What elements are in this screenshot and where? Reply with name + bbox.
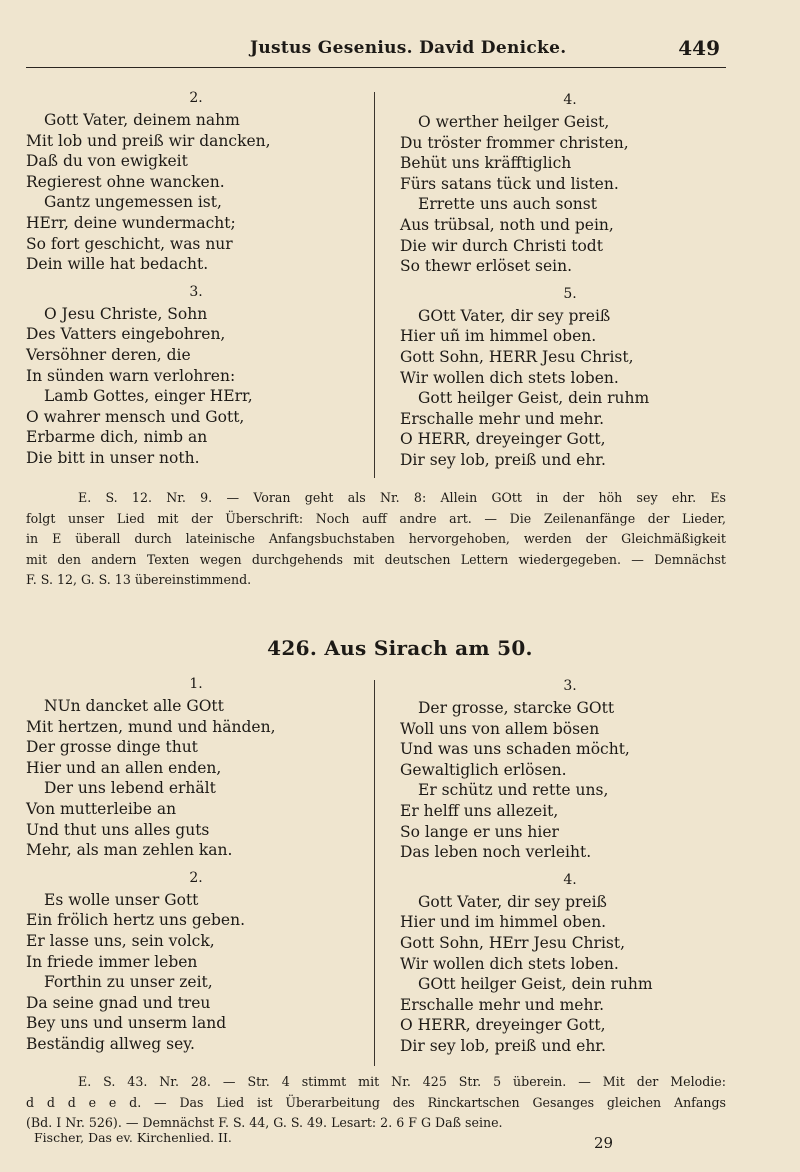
header-rule bbox=[26, 67, 726, 68]
verse-line: Ein frölich hertz uns geben. bbox=[26, 911, 245, 930]
verse-line: Du tröster frommer christen, bbox=[400, 133, 629, 152]
verse-line: Wir wollen dich stets loben. bbox=[400, 368, 619, 387]
verse-line: Versöhner deren, die bbox=[26, 345, 191, 364]
verse-line: Da seine gnad und treu bbox=[26, 993, 211, 1012]
column-divider bbox=[374, 92, 375, 478]
verse-line: Es wolle unser Gott bbox=[44, 890, 199, 909]
stanza bbox=[26, 868, 366, 1055]
sheet-signature: Fischer, Das ev. Kirchenlied. II. bbox=[34, 1130, 232, 1145]
verse-line: In sünden warn verlohren: bbox=[26, 366, 236, 385]
verse-line: Beständig allweg sey. bbox=[26, 1034, 195, 1053]
verse-line: GOtt heilger Geist, dein ruhm bbox=[418, 975, 653, 994]
verse-line: O HERR, dreyeinger Gott, bbox=[400, 430, 606, 449]
verse-line: Erschalle mehr und mehr. bbox=[400, 995, 605, 1014]
verse-line: Gott Vater, dir sey preiß bbox=[418, 892, 607, 911]
verse-line: Bey uns und unserm land bbox=[26, 1014, 227, 1033]
stanza-number: 5. bbox=[563, 285, 577, 302]
editorial-note bbox=[26, 488, 726, 591]
verse-line: Der uns lebend erhält bbox=[44, 779, 216, 798]
verse-line: O wahrer mensch und Gott, bbox=[26, 407, 245, 426]
stanza bbox=[26, 282, 366, 469]
verse-line: Der grosse dinge thut bbox=[26, 738, 198, 757]
verse-line: Daß du von ewigkeit bbox=[26, 152, 188, 171]
verse-line: Forthin zu unser zeit, bbox=[44, 973, 213, 992]
verse-line: Erschalle mehr und mehr. bbox=[400, 409, 605, 428]
page-number: 449 bbox=[678, 36, 720, 60]
verse-line: Wir wollen dich stets loben. bbox=[400, 954, 619, 973]
verse-line: Gott heilger Geist, dein ruhm bbox=[418, 389, 650, 408]
verse-line: O werther heilger Geist, bbox=[418, 113, 610, 131]
stanza-number: 1. bbox=[189, 676, 203, 692]
stanza-number: 3. bbox=[563, 678, 577, 694]
verse-line: Hier uñ im himmel oben. bbox=[400, 327, 597, 346]
verse-line: O HERR, dreyeinger Gott, bbox=[400, 1016, 606, 1035]
verse-line: Woll uns von allem bösen bbox=[400, 719, 600, 738]
page-header bbox=[0, 34, 800, 64]
verse-line: Der grosse, starcke GOtt bbox=[418, 699, 615, 717]
verse-line: Errette uns auch sonst bbox=[418, 195, 597, 214]
verse-line: So fort geschicht, was nur bbox=[26, 234, 233, 253]
verse-line: Behüt uns kräfftiglich bbox=[400, 154, 572, 173]
verse-line: So thewr erlöset sein. bbox=[400, 257, 573, 276]
verse-line: Mit hertzen, mund und händen, bbox=[26, 717, 276, 736]
note-line: d d d e e d. — Das Lied ist Überarbeitung des Rinckartschen Gesanges gleichen Anfangs bbox=[26, 1094, 726, 1110]
verse-line: Des Vatters eingebohren, bbox=[26, 325, 226, 344]
stanza bbox=[400, 870, 740, 1057]
note-line: mit den andern Texten wegen durchgehends mit deutschen Lettern wiedergegeben. — Demnächst bbox=[26, 551, 726, 567]
verse-line: Mit lob und preiß wir dancken, bbox=[26, 131, 271, 150]
verse-line: HErr, deine wundermacht; bbox=[26, 213, 236, 232]
stanza-number: 4. bbox=[563, 871, 577, 888]
verse-line: NUn dancket alle GOtt bbox=[44, 697, 224, 715]
verse-line: O Jesu Christe, Sohn bbox=[44, 304, 208, 323]
stanza-number: 2. bbox=[189, 869, 203, 886]
verse-line: Dein wille hat bedacht. bbox=[26, 255, 209, 274]
stanza-number: 3. bbox=[189, 283, 203, 300]
note-line: folgt unser Lied mit der Überschrift: Noch auff andre art. — Die Zeilenanfänge der Lieder, bbox=[26, 510, 726, 526]
hymn-title: 426. Aus Sirach am 50. bbox=[267, 636, 533, 660]
stanza-number: 4. bbox=[563, 92, 577, 108]
note-line: F. S. 12, G. S. 13 übereinstimmend. bbox=[26, 572, 252, 587]
sheet-number: 29 bbox=[594, 1134, 614, 1152]
verse-line: Dir sey lob, preiß und ehr. bbox=[400, 1036, 606, 1055]
stanza bbox=[400, 676, 740, 863]
verse-line: Und was uns schaden möcht, bbox=[400, 740, 630, 759]
stanza bbox=[400, 284, 740, 471]
stanza bbox=[26, 88, 366, 275]
verse-line: Hier und an allen enden, bbox=[26, 758, 222, 777]
verse-line: In friede immer leben bbox=[26, 952, 198, 971]
verse-line: Gott Vater, deinem nahm bbox=[44, 111, 240, 129]
top-left-column bbox=[26, 88, 366, 469]
verse-line: Regierest ohne wancken. bbox=[26, 172, 225, 191]
stanza bbox=[26, 674, 366, 861]
verse-line: Lamb Gottes, einger HErr, bbox=[44, 387, 253, 406]
note-line: (Bd. I Nr. 526). — Demnächst F. S. 44, G. S. 49. Lesart: 2. 6 F G Daß seine. bbox=[26, 1115, 503, 1130]
verse-line: Fürs satans tück und listen. bbox=[400, 174, 619, 193]
column-divider bbox=[374, 680, 375, 1066]
verse-line: Die wir durch Christi todt bbox=[400, 236, 603, 255]
verse-line: Dir sey lob, preiß und ehr. bbox=[400, 450, 606, 469]
hymn-left-column bbox=[26, 674, 366, 1055]
editorial-note bbox=[26, 1072, 726, 1134]
verse-line: Er helff uns allezeit, bbox=[400, 801, 559, 820]
verse-line: Von mutterleibe an bbox=[26, 799, 177, 818]
verse-line: Gantz ungemessen ist, bbox=[44, 193, 222, 212]
verse-line: So lange er uns hier bbox=[400, 822, 559, 841]
verse-line: Gewaltiglich erlösen. bbox=[400, 760, 567, 779]
top-right-column bbox=[400, 90, 740, 471]
verse-line: Gott Sohn, HErr Jesu Christ, bbox=[400, 933, 626, 952]
running-head: Justus Gesenius. David Denicke. bbox=[250, 38, 567, 58]
verse-line: Das leben noch verleiht. bbox=[400, 843, 592, 862]
stanza-number: 2. bbox=[189, 90, 203, 106]
note-line: E. S. 12. Nr. 9. — Voran geht als Nr. 8: Allein GOtt in der höh sey ehr. Es bbox=[78, 490, 726, 505]
verse-line: Und thut uns alles guts bbox=[26, 820, 210, 839]
verse-line: GOtt Vater, dir sey preiß bbox=[418, 306, 611, 325]
note-line: in E überall durch lateinische Anfangsbuchstaben hervorgehoben, werden der Gleichmäßigkeit bbox=[26, 531, 726, 546]
hymn-right-column bbox=[400, 676, 740, 1057]
verse-line: Erbarme dich, nimb an bbox=[26, 428, 208, 447]
note-line: E. S. 43. Nr. 28. — Str. 4 stimmt mit Nr. 425 Str. 5 überein. — Mit der Melodie: bbox=[78, 1074, 726, 1089]
verse-line: Die bitt in unser noth. bbox=[26, 448, 200, 467]
verse-line: Er lasse uns, sein volck, bbox=[26, 931, 215, 950]
verse-line: Aus trübsal, noth und pein, bbox=[400, 215, 614, 234]
stanza bbox=[400, 90, 740, 277]
verse-line: Gott Sohn, HERR Jesu Christ, bbox=[400, 347, 634, 366]
verse-line: Hier und im himmel oben. bbox=[400, 913, 607, 932]
verse-line: Er schütz und rette uns, bbox=[418, 781, 609, 800]
verse-line: Mehr, als man zehlen kan. bbox=[26, 841, 233, 860]
